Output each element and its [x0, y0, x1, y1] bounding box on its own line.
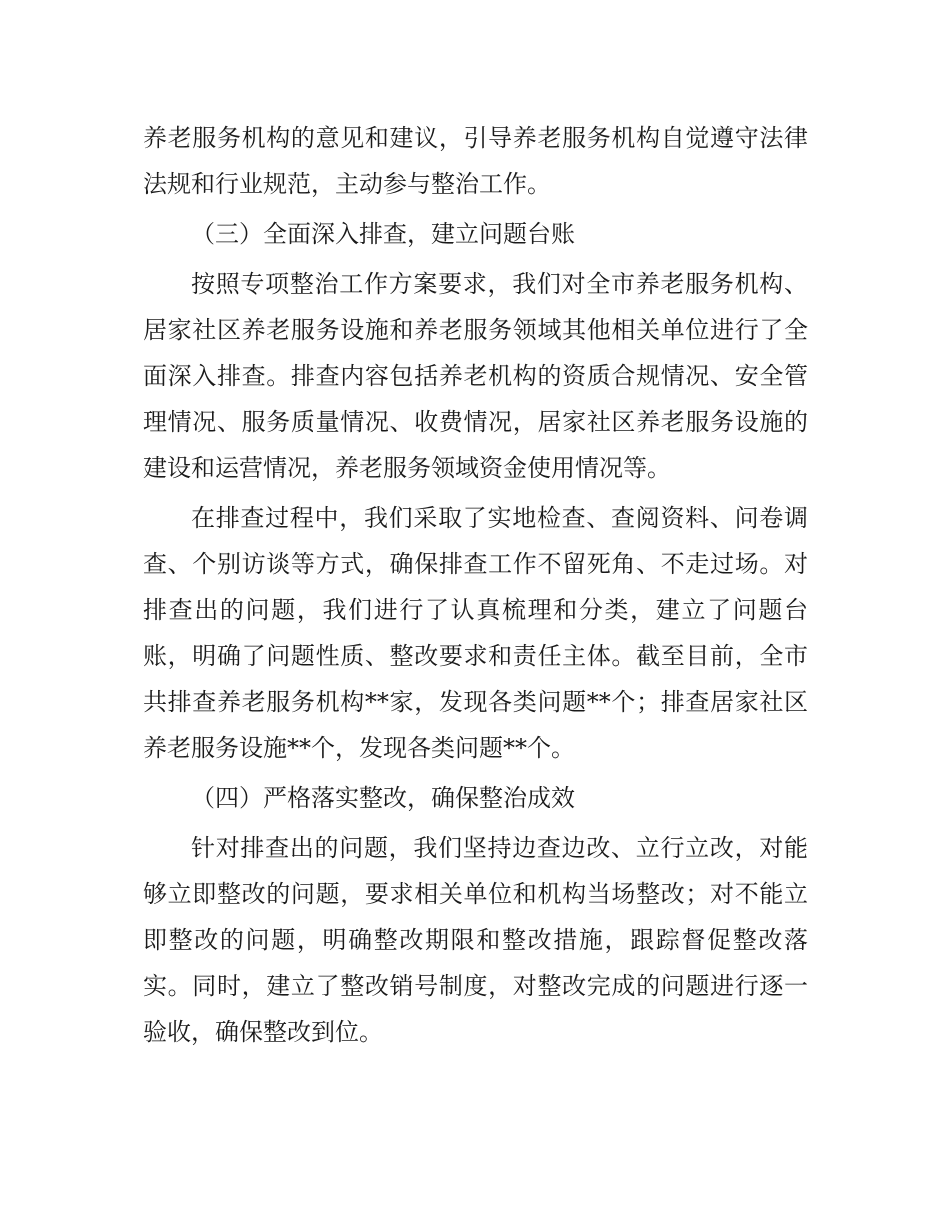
document-body	[143, 115, 808, 1055]
paragraph-4-line: 针对排查出的问题，我们坚持边查边改、立行立改，对能	[191, 834, 808, 862]
paragraph-3-line: 养老服务设施**个，发现各类问题**个。	[143, 734, 575, 762]
section-heading-3: （三）全面深入排查，建立问题台账	[191, 220, 575, 248]
paragraph-2	[143, 261, 808, 491]
paragraph-1-line: 养老服务机构的意见和建议，引导养老服务机构自觉遵守法律	[143, 124, 808, 152]
paragraph-3-line: 账，明确了问题性质、整改要求和责任主体。截至目前，全市	[143, 642, 808, 670]
paragraph-4-line: 实。同时，建立了整改销号制度，对整改完成的问题进行逐一	[143, 972, 808, 1000]
paragraph-2-line: 居家社区养老服务设施和养老服务领域其他相关单位进行了全	[143, 316, 808, 344]
paragraph-4-line: 验收，确保整改到位。	[143, 1018, 383, 1046]
paragraph-3-line: 共排查养老服务机构**家，发现各类问题**个；排查居家社区	[143, 688, 808, 716]
paragraph-1-line: 法规和行业规范，主动参与整治工作。	[143, 170, 551, 198]
paragraph-4-line: 够立即整改的问题，要求相关单位和机构当场整改；对不能立	[143, 880, 808, 908]
paragraph-1	[143, 115, 808, 207]
paragraph-3-line: 排查出的问题，我们进行了认真梳理和分类，建立了问题台	[143, 596, 808, 624]
paragraph-4-line: 即整改的问题，明确整改期限和整改措施，跟踪督促整改落	[143, 926, 808, 954]
paragraph-2-line: 面深入排查。排查内容包括养老机构的资质合规情况、安全管	[143, 362, 808, 390]
paragraph-3-line: 在排查过程中，我们采取了实地检查、查阅资料、问卷调	[191, 504, 808, 532]
paragraph-3-line: 查、个别访谈等方式，确保排查工作不留死角、不走过场。对	[143, 550, 808, 578]
paragraph-3	[143, 495, 808, 771]
paragraph-2-line: 建设和运营情况，养老服务领域资金使用情况等。	[143, 454, 671, 482]
paragraph-2-line: 按照专项整治工作方案要求，我们对全市养老服务机构、	[191, 270, 808, 298]
paragraph-2-line: 理情况、服务质量情况、收费情况，居家社区养老服务设施的	[143, 408, 808, 436]
section-heading-4: （四）严格落实整改，确保整治成效	[191, 784, 575, 812]
paragraph-4	[143, 825, 808, 1055]
